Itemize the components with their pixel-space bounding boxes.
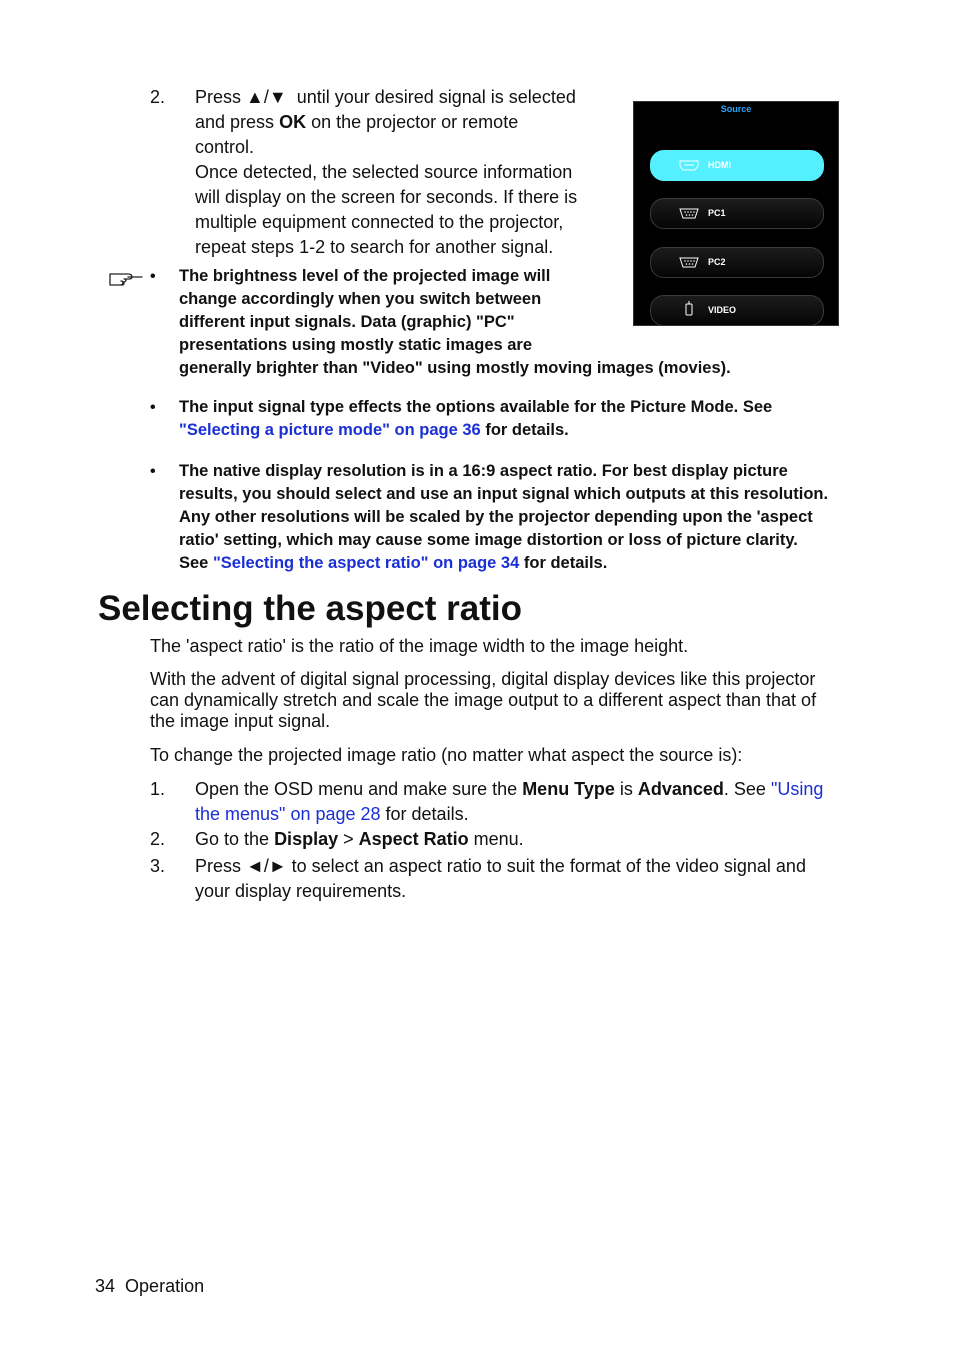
step-2-text <box>195 85 615 260</box>
osd-item-label: PC2 <box>708 257 726 267</box>
aspect-ratio-link[interactable]: "Selecting the aspect ratio" on page 34 <box>212 554 520 572</box>
picture-mode-link[interactable]: "Selecting a picture mode" on page 36 <box>179 421 481 439</box>
greater-than: > <box>338 829 359 849</box>
step-2-display <box>195 827 875 852</box>
step-2-text: Go to the <box>195 829 275 849</box>
note-3 <box>179 460 879 575</box>
left-right-arrows: ◄/► <box>246 856 287 876</box>
note-bullet: • <box>150 268 156 285</box>
note-3-tail: for details. <box>519 554 608 572</box>
note-2 <box>179 396 879 442</box>
step-3-text: your display requirements. <box>195 881 407 901</box>
until-text: until your desired signal is selected <box>296 87 576 107</box>
press-word: Press <box>195 856 247 876</box>
is-word: is <box>614 779 638 799</box>
note-1-line: different input signals. Data (graphic) "PC" <box>179 313 515 331</box>
paragraph-2 <box>150 669 870 732</box>
paragraph-2-line: the image input signal. <box>150 711 331 731</box>
step-2-tail: menu. <box>468 829 524 849</box>
note-1 <box>179 265 819 380</box>
step-number: 3. <box>150 856 166 876</box>
once-line-2: will display on the screen for seconds. If there is <box>195 187 578 207</box>
step-number: 1. <box>150 779 166 799</box>
paragraph-2-line: With the advent of digital signal processing, digital display devices like this projector <box>150 669 816 689</box>
and-press-text: and press <box>195 112 275 132</box>
footer-section-name: Operation <box>125 1276 205 1296</box>
step-3 <box>195 854 875 904</box>
see-word: See <box>179 554 213 572</box>
vga-icon <box>679 208 699 219</box>
osd-title: Source <box>720 104 752 114</box>
section-heading: Selecting the aspect ratio <box>98 589 523 628</box>
note-bullet: • <box>150 463 156 480</box>
step-number: 2. <box>150 87 166 107</box>
hdmi-icon <box>679 160 699 171</box>
page-footer <box>95 1274 204 1299</box>
pointing-hand-note-icon <box>108 267 144 289</box>
press-word: Press <box>195 87 242 107</box>
control-text: control. <box>195 137 255 157</box>
osd-item-label: PC1 <box>708 208 726 218</box>
once-line-3: multiple equipment connected to the projector, <box>195 212 564 232</box>
step-3-text: to select an aspect ratio to suit the format of the video signal and <box>286 856 806 876</box>
using-menus-link[interactable]: the menus" on page 28 <box>195 804 381 824</box>
see-word: . See <box>723 779 771 799</box>
aspect-ratio-term: Aspect Ratio <box>358 829 469 849</box>
note-3-line: results, you should select and use an input signal which outputs at this resolution. <box>179 485 829 503</box>
note-1-line: presentations using mostly static images are <box>179 336 533 354</box>
osd-item-pc1 <box>650 198 824 229</box>
once-line-1: Once detected, the selected source information <box>195 162 573 182</box>
page-number: 34 <box>95 1276 116 1296</box>
on-projector-text: on the projector or remote <box>311 112 519 132</box>
step-1 <box>195 777 875 827</box>
note-2-tail: for details. <box>480 421 569 439</box>
paragraph-1: The 'aspect ratio' is the ratio of the image width to the image height. <box>150 636 689 656</box>
step-1-tail: for details. <box>380 804 469 824</box>
note-2-line: The input signal type effects the options available for the Picture Mode. See <box>179 398 773 416</box>
paragraph-2-line: can dynamically stretch and scale the image output to a different aspect than that of <box>150 690 817 710</box>
note-3-line: Any other resolutions will be scaled by the projector depending upon the 'aspect <box>179 508 813 526</box>
osd-item-label: VIDEO <box>708 305 737 315</box>
advanced-term: Advanced <box>637 779 724 799</box>
note-1-line: generally brighter than "Video" using mostly moving images (movies). <box>179 359 731 377</box>
note-1-line: change accordingly when you switch between <box>179 290 542 308</box>
up-down-arrows: ▲/▼ <box>246 87 287 107</box>
note-1-line: The brightness level of the projected image will <box>179 267 551 285</box>
display-menu-term: Display <box>274 829 339 849</box>
step-number: 2. <box>150 829 166 849</box>
note-bullet: • <box>150 399 156 416</box>
once-line-4: repeat steps 1-2 to search for another signal. <box>195 237 554 257</box>
paragraph-3: To change the projected image ratio (no matter what aspect the source is): <box>150 745 743 765</box>
osd-item-hdmi <box>650 150 824 181</box>
osd-item-label: HDMI <box>708 160 731 170</box>
ok-key: OK <box>279 112 307 132</box>
step-1-text: Open the OSD menu and make sure the <box>195 779 523 799</box>
using-menus-link[interactable]: "Using <box>770 779 824 799</box>
note-3-line: The native display resolution is in a 16:9 aspect ratio. For best display picture <box>179 462 788 480</box>
note-3-line: ratio' setting, which may cause some image distortion or loss of picture clarity. <box>179 531 798 549</box>
menu-type-term: Menu Type <box>522 779 615 799</box>
